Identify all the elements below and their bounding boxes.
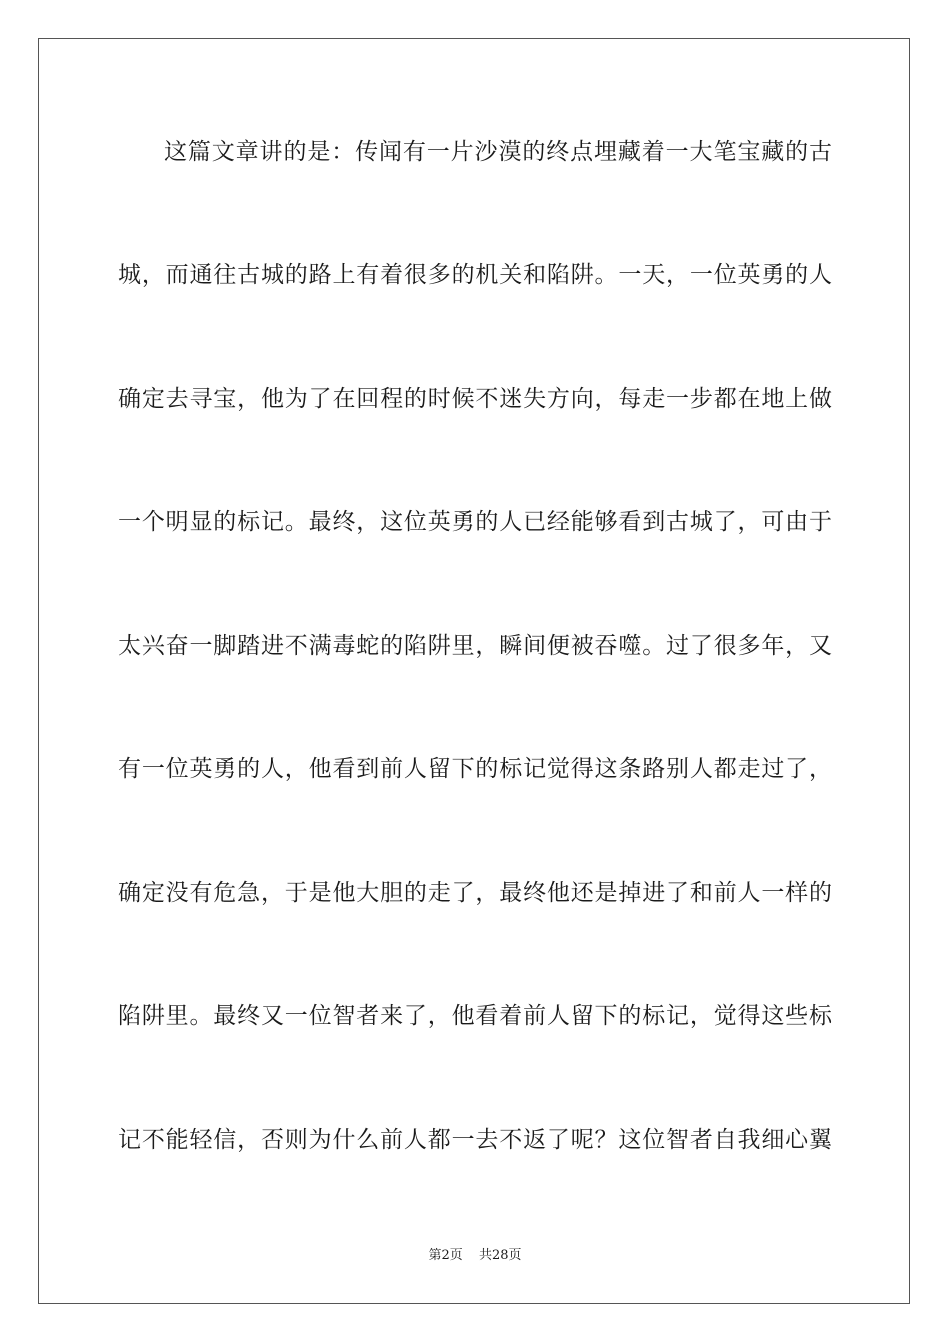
page-total: 共28页 xyxy=(478,1248,522,1263)
body-line-3: 确定去寻宝，他为了在回程的时候不迷失方向，每走一步都在地上做 xyxy=(118,386,832,412)
body-line-8: 陷阱里。最终又一位智者来了，他看着前人留下的标记，觉得这些标 xyxy=(118,1003,832,1029)
page-footer xyxy=(0,1244,950,1263)
body-line-1: 这篇文章讲的是：传闻有一片沙漠的终点埋藏着一大笔宝藏的古 xyxy=(164,139,832,165)
body-line-4: 一个明显的标记。最终，这位英勇的人已经能够看到古城了，可由于 xyxy=(118,509,832,535)
body-line-7: 确定没有危急，于是他大胆的走了，最终他还是掉进了和前人一样的 xyxy=(118,880,832,906)
body-line-9: 记不能轻信，否则为什么前人都一去不返了呢？这位智者自我细心翼 xyxy=(118,1127,832,1153)
body-line-6: 有一位英勇的人，他看到前人留下的标记觉得这条路别人都走过了， xyxy=(118,756,832,782)
body-line-5: 太兴奋一脚踏进不满毒蛇的陷阱里，瞬间便被吞噬。过了很多年，又 xyxy=(118,633,832,659)
page-border xyxy=(38,38,910,1304)
page-number: 第2页 xyxy=(428,1248,463,1263)
body-line-2: 城，而通往古城的路上有着很多的机关和陷阱。一天，一位英勇的人 xyxy=(118,262,832,288)
